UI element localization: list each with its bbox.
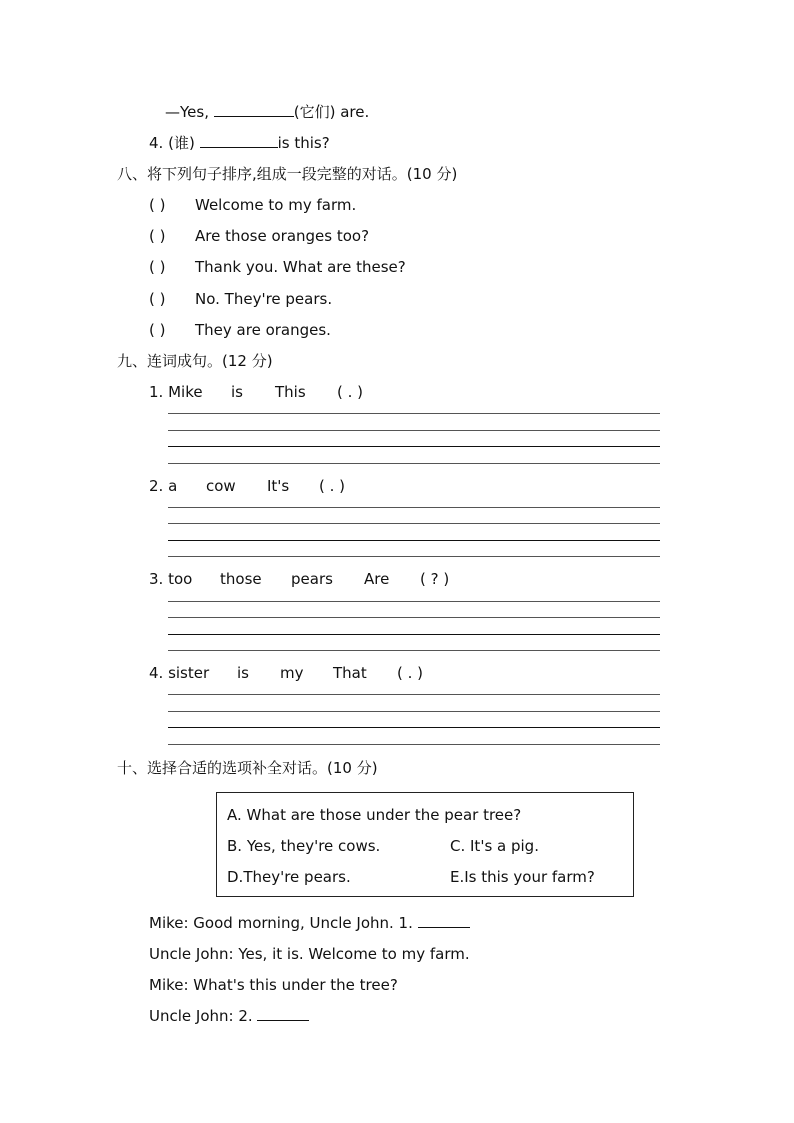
fill-blank[interactable] [214, 102, 294, 117]
writing-line[interactable] [168, 446, 660, 447]
writing-line[interactable] [168, 727, 660, 728]
writing-line[interactable] [168, 463, 660, 464]
option-a: A. What are those under the pear tree? [227, 806, 522, 824]
scramble-word: is [237, 664, 249, 682]
chinese-hint: (它们) [293, 103, 336, 121]
scramble-word: Are [364, 570, 390, 588]
scramble-word: is [231, 383, 243, 401]
dialogue-line [149, 1006, 309, 1026]
answer-line-yes [165, 102, 369, 122]
dialogue-text: Uncle John: Yes, it is. Welcome to my farm. [149, 945, 470, 963]
scramble-word: 2. a [149, 477, 178, 495]
options-box [216, 792, 634, 897]
order-text: Thank you. What are these? [195, 258, 406, 276]
writing-line[interactable] [168, 523, 660, 524]
scramble-word: ( ? ) [420, 570, 450, 588]
scramble-word: That [333, 664, 367, 682]
scramble-word: ( . ) [337, 383, 364, 401]
answer-paren[interactable]: ( ) [149, 321, 166, 339]
dialogue-text: Mike: Good morning, Uncle John. 1. [149, 914, 418, 932]
word-scramble-1 [0, 382, 794, 402]
question-suffix: is this? [277, 134, 330, 152]
writing-line[interactable] [168, 744, 660, 745]
scramble-word: cow [206, 477, 236, 495]
scramble-word: 1. Mike [149, 383, 203, 401]
answer-paren[interactable]: ( ) [149, 196, 166, 214]
scramble-word: pears [291, 570, 333, 588]
section-9-heading: 九、连词成句。(12 分) [117, 352, 273, 370]
order-text: Are those oranges too? [195, 227, 370, 245]
writing-line[interactable] [168, 413, 660, 414]
writing-line[interactable] [168, 430, 660, 431]
writing-line[interactable] [168, 507, 660, 508]
chinese-hint: (谁) [168, 134, 195, 152]
writing-line[interactable] [168, 540, 660, 541]
option-c: C. It's a pig. [450, 837, 539, 855]
scramble-word: ( . ) [319, 477, 346, 495]
dialogue-text: Mike: What's this under the tree? [149, 976, 398, 994]
scramble-word: those [220, 570, 262, 588]
answer-paren[interactable]: ( ) [149, 290, 166, 308]
scramble-word: ( . ) [397, 664, 424, 682]
scramble-word: It's [267, 477, 290, 495]
order-item [149, 195, 356, 215]
section-8-heading: 八、将下列句子排序,组成一段完整的对话。(10 分) [117, 165, 458, 183]
word-scramble-2 [0, 476, 794, 496]
fill-blank[interactable] [418, 913, 470, 928]
scramble-word: 4. sister [149, 664, 210, 682]
word-scramble-3 [0, 569, 794, 589]
dialogue-text: Uncle John: 2. [149, 1007, 258, 1025]
option-e: E.Is this your farm? [450, 868, 595, 886]
fill-blank[interactable] [257, 1006, 309, 1021]
order-item [149, 257, 406, 277]
dialogue-line [149, 975, 398, 995]
scramble-word: This [275, 383, 306, 401]
order-text: Welcome to my farm. [195, 196, 357, 214]
option-d: D.They're pears. [227, 868, 351, 886]
order-text: They are oranges. [195, 321, 331, 339]
scramble-word: 3. too [149, 570, 193, 588]
question-4 [149, 133, 330, 153]
dialogue-line [149, 944, 470, 964]
writing-line[interactable] [168, 601, 660, 602]
answer-paren[interactable]: ( ) [149, 227, 166, 245]
writing-line[interactable] [168, 556, 660, 557]
word-scramble-4 [0, 663, 794, 683]
section-10-heading: 十、选择合适的选项补全对话。(10 分) [117, 759, 378, 777]
writing-line[interactable] [168, 617, 660, 618]
writing-line[interactable] [168, 711, 660, 712]
dialogue-line [149, 913, 470, 933]
option-b: B. Yes, they're cows. [227, 837, 381, 855]
question-number: 4. [149, 134, 164, 152]
order-item [149, 289, 332, 309]
order-item [149, 226, 369, 246]
scramble-word: my [280, 664, 304, 682]
answer-paren[interactable]: ( ) [149, 258, 166, 276]
fill-blank[interactable] [200, 133, 278, 148]
writing-line[interactable] [168, 694, 660, 695]
writing-line[interactable] [168, 634, 660, 635]
answer-prefix: —Yes, [165, 103, 214, 121]
writing-line[interactable] [168, 650, 660, 651]
order-text: No. They're pears. [195, 290, 333, 308]
order-item [149, 320, 331, 340]
answer-suffix: are. [335, 103, 370, 121]
